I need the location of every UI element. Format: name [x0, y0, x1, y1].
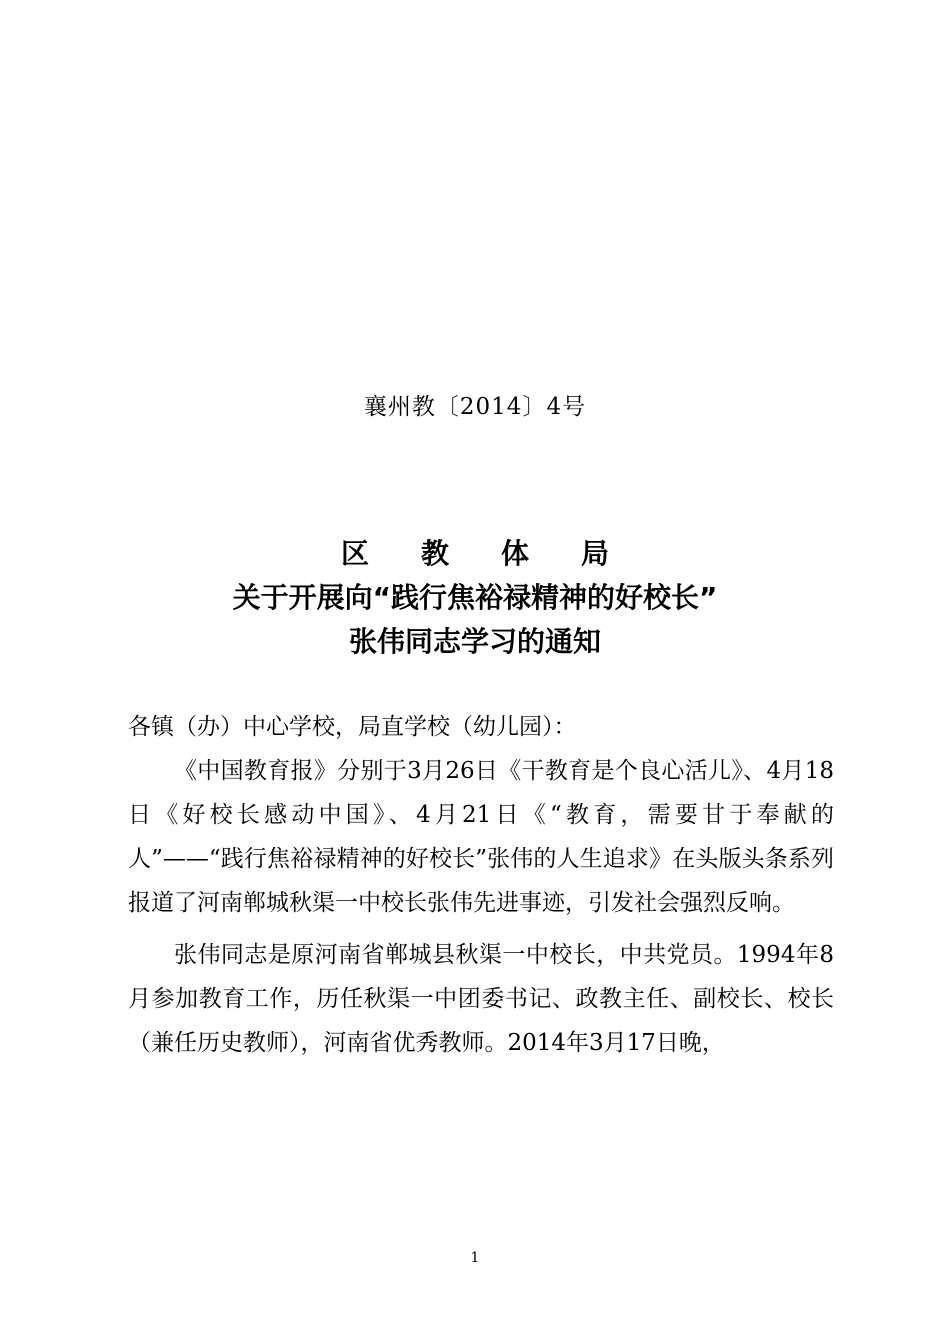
title-line-subject: 关于开展向“践行焦裕禄精神的好校长”	[232, 581, 718, 614]
salutation: 各镇（办）中心学校，局直学校（幼儿园）：	[128, 714, 577, 740]
title-org-char: 区	[340, 537, 369, 570]
body-paragraph: 《中国教育报》分别于3月26日《干教育是个良心活儿》、4月18日《好校长感动中国》、4月21日《“教育，需要甘于奉献的人”——“践行焦裕禄精神的好校长”张伟的人生追求》在头版头条系列报道了河南郸城秋渠一中校长张伟先进事迹，引发社会强烈反响。	[128, 758, 834, 916]
title-issuing-organization	[0, 532, 950, 576]
document-body	[128, 705, 834, 1065]
title-org-char: 教	[420, 537, 449, 570]
document-number: 襄州教〔2014〕4号	[363, 394, 587, 420]
body-paragraph: 张伟同志是原河南省郸城县秋渠一中校长，中共党员。1994年8月参加教育工作，历任秋渠一中团委书记、政教主任、副校长、校长（兼任历史教师），河南省优秀教师。2014年3月17日晚，	[128, 942, 834, 1056]
page-number: 1	[470, 1250, 480, 1266]
title-org-char: 体	[501, 537, 530, 570]
document-title	[0, 532, 950, 664]
title-org-char: 局	[581, 537, 610, 570]
title-line-notice: 张伟同志学习的通知	[348, 625, 601, 658]
